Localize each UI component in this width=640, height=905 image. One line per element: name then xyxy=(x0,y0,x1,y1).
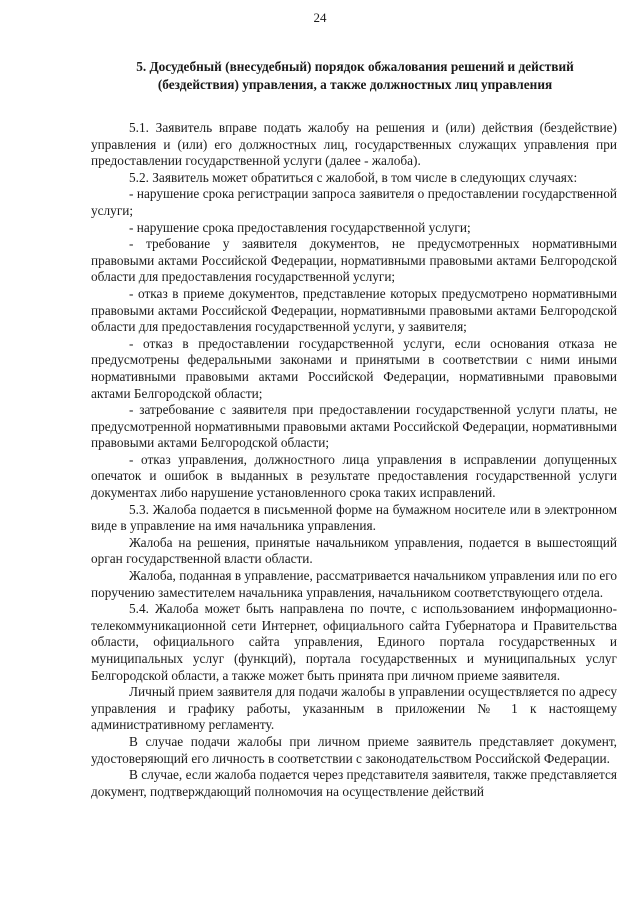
paragraph: В случае подачи жалобы при личном приеме заявитель представляет документ, удостоверяющий его личность в соответствии с законодательством Российской Федерации. xyxy=(91,733,617,766)
paragraph: Жалоба на решения, принятые начальником управления, подается в вышестоящий орган государственной власти области. xyxy=(91,534,617,567)
paragraph: - затребование с заявителя при предоставлении государственной услуги платы, не предусмотренной нормативными правовыми актами Российской Федерации, нормативными правовыми актами Белгородской области; xyxy=(91,402,617,451)
paragraph: Жалоба, поданная в управление, рассматривается начальником управления или по его поручению заместителем начальника управления, начальником соответствующего отдела. xyxy=(91,568,617,600)
section-heading: 5. Досудебный (внесудебный) порядок обжалования решений и действий (бездействия) управления, а также должностных лиц управления xyxy=(136,59,574,92)
document-body xyxy=(91,120,617,800)
paragraph: 5.3. Жалоба подается в письменной форме на бумажном носителе или в электронном виде в управление на имя начальника управления. xyxy=(91,501,617,534)
paragraph: 5.1. Заявитель вправе подать жалобу на решения и (или) действия (бездействие) управления и (или) его должностных лиц, государственных служащих управления при предоставлении государственной услуги (далее - жалоба). xyxy=(91,120,617,169)
paragraph: - отказ в приеме документов, представление которых предусмотрено нормативными правовыми актами Российской Федерации, нормативными правовыми актами Белгородской области для предоставления государственной услуги, у заявителя; xyxy=(91,285,617,335)
paragraph: 5.4. Жалоба может быть направлена по почте, с использованием информационно-телекоммуникационной сети Интернет, официального сайта Губернатора и Правительства области, официального сайта управления, Единого портала государственных и муниципальных услуг (функций), портала государственных и муниципальных услуг Белгородской области, а также может быть принята при личном приеме заявителя. xyxy=(91,601,617,683)
paragraph: 5.2. Заявитель может обратиться с жалобой, в том числе в следующих случаях: xyxy=(129,169,578,185)
paragraph: - требование у заявителя документов, не предусмотренных нормативными правовыми актами Российской Федерации, нормативными правовыми актами Белгородской области для предоставления государственной услуги; xyxy=(91,236,617,285)
paragraph: - отказ в предоставлении государственной услуги, если основания отказа не предусмотрены федеральными законами и принятыми в соответствии с ними иными нормативными правовыми актами Российской Федерации, нормативными правовыми актами Белгородской области; xyxy=(91,335,617,401)
paragraph: - отказ управления, должностного лица управления в исправлении допущенных опечаток и ошибок в выданных в результате предоставления государственной услуги документах либо нарушение установленного срока таких исправлений. xyxy=(91,451,617,501)
paragraph: - нарушение срока регистрации запроса заявителя о предоставлении государственной услуги; xyxy=(91,186,617,218)
paragraph: В случае, если жалоба подается через представителя заявителя, также представляется документ, подтверждающий полномочия на осуществление действий xyxy=(91,767,617,799)
paragraph: - нарушение срока предоставления государственной услуги; xyxy=(129,219,471,235)
page-number: 24 xyxy=(313,10,327,25)
paragraph: Личный прием заявителя для подачи жалобы в управлении осуществляется по адресу управления и графику работы, указанным в приложении № 1 к настоящему административному регламенту. xyxy=(91,684,617,733)
